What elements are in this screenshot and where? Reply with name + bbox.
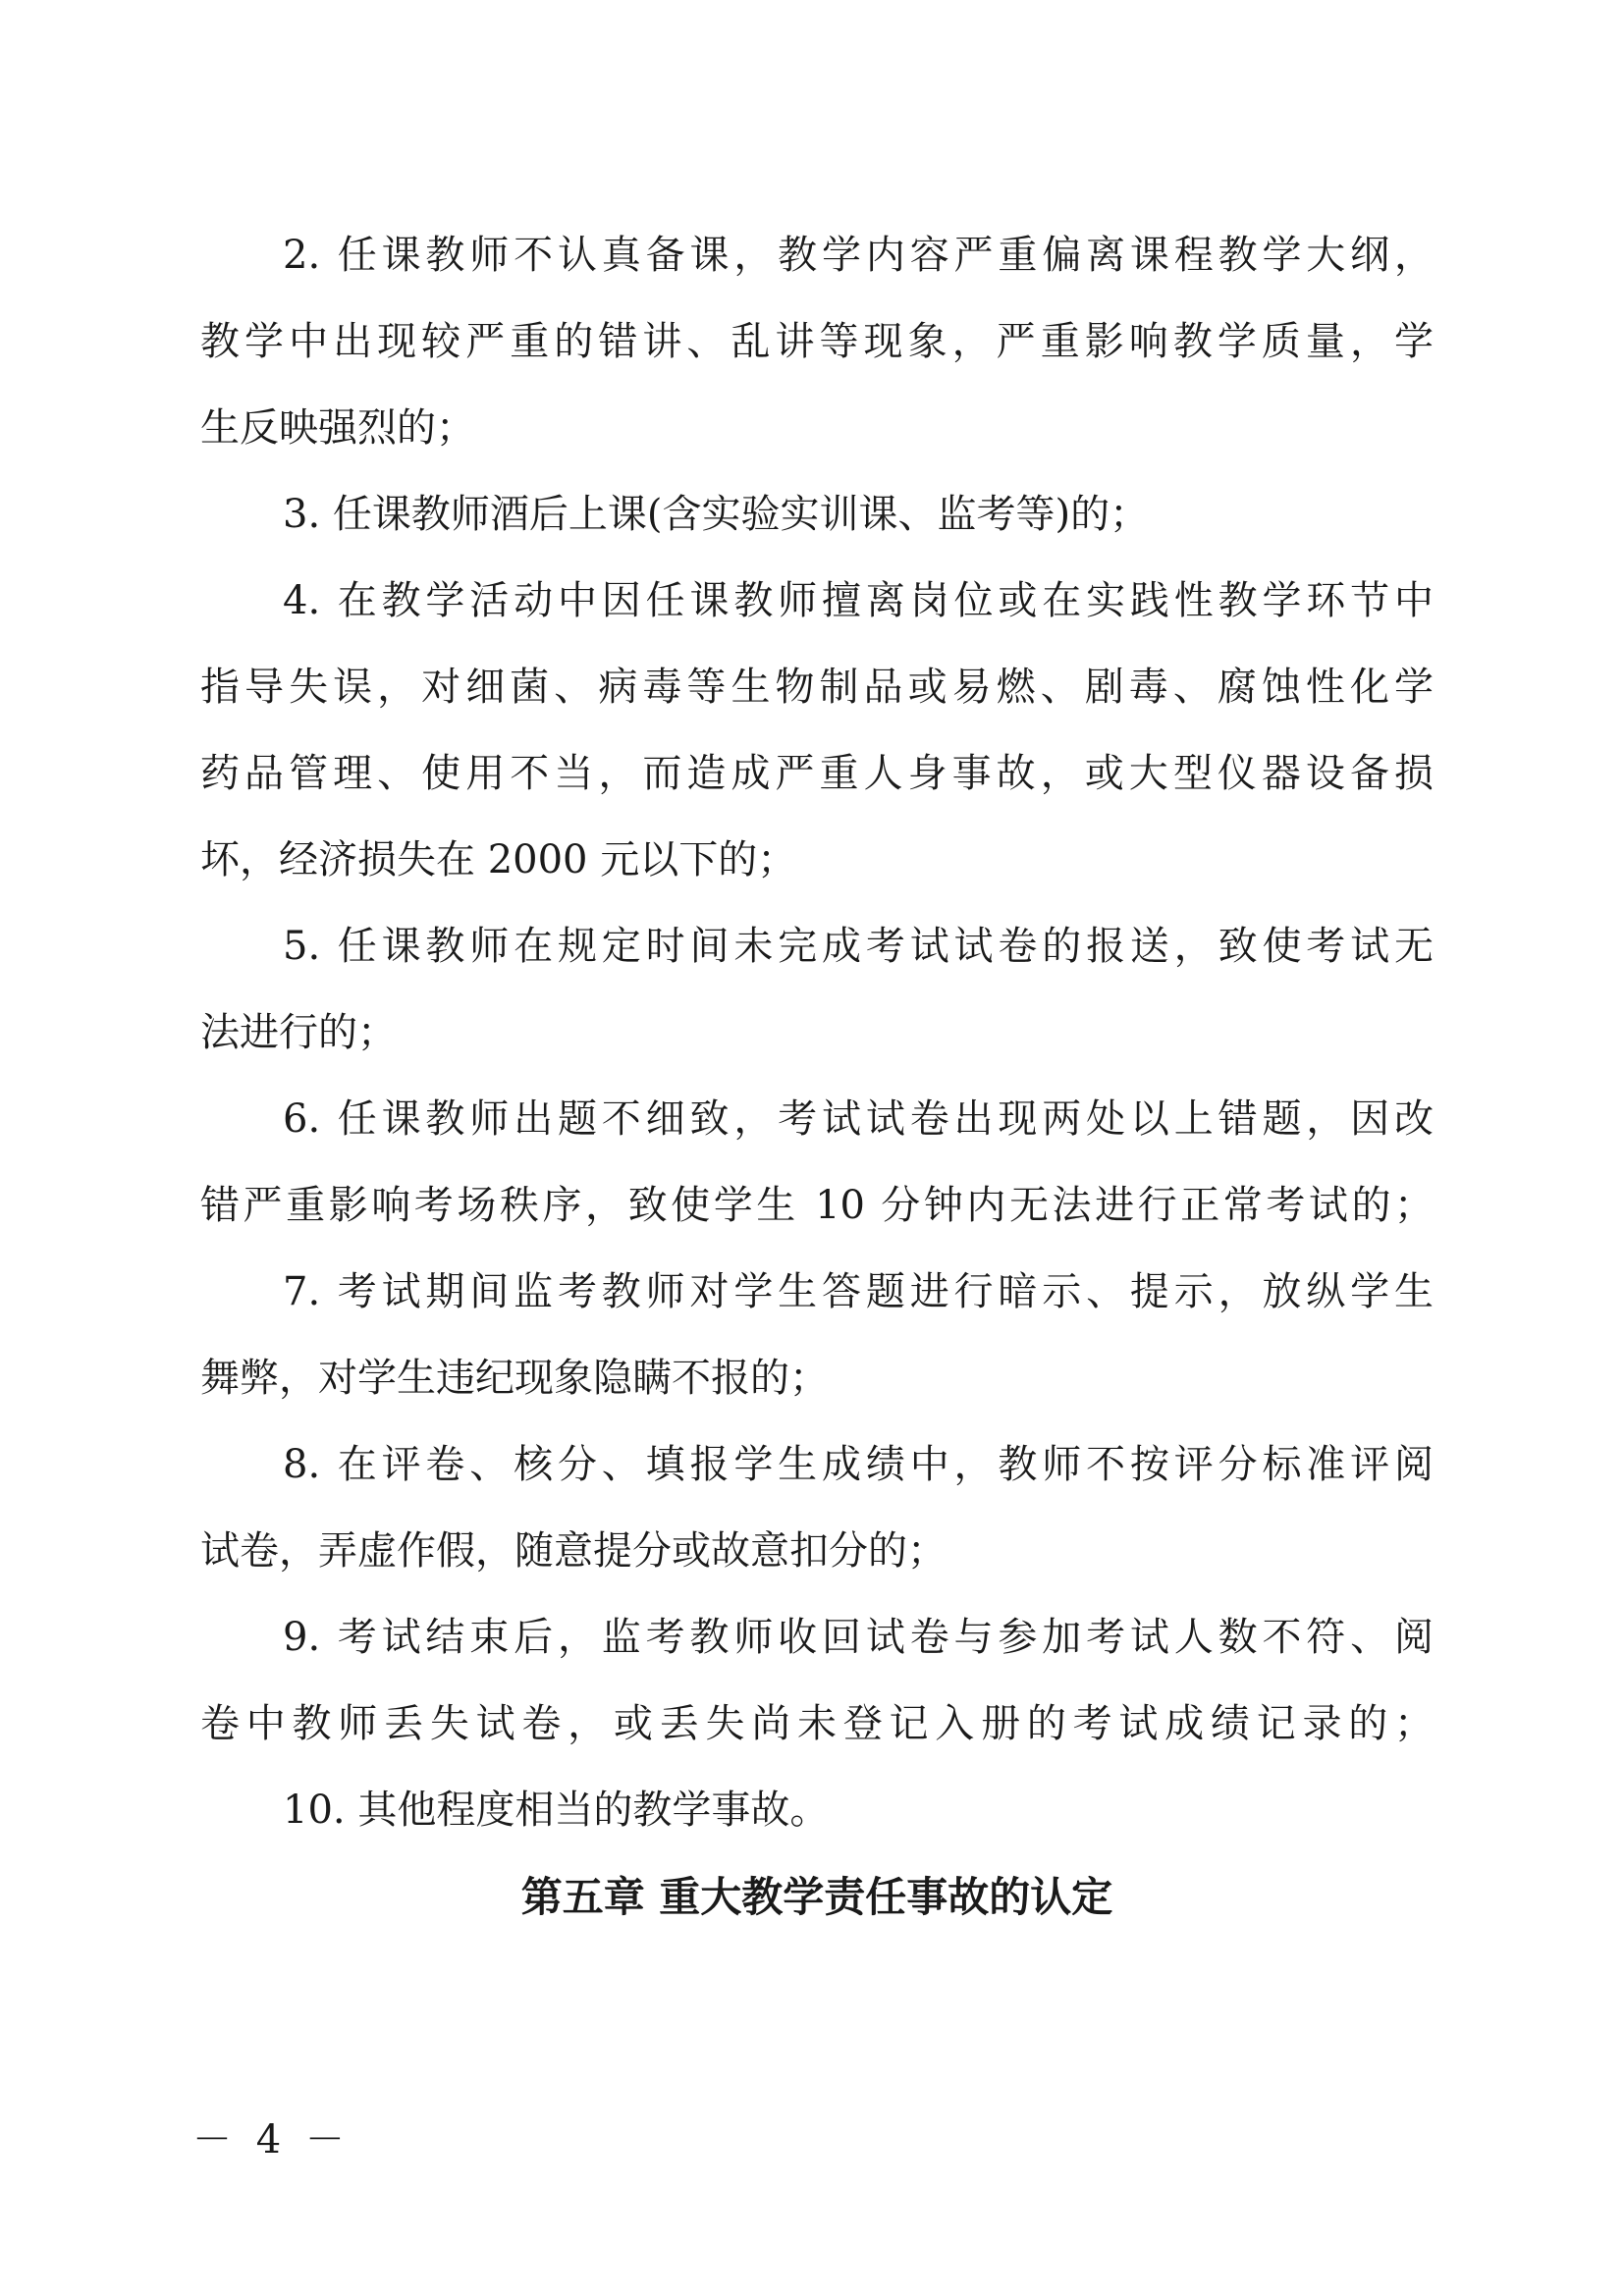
text-line: 舞弊，对学生违纪现象隐瞒不报的；	[200, 1356, 829, 1401]
document-body	[200, 212, 1434, 1942]
text-line: 试卷，弄虚作假，随意提分或故意扣分的；	[200, 1528, 947, 1574]
text-line: 生反映强烈的；	[200, 405, 475, 451]
page-number: － 4 －	[192, 2117, 351, 2163]
text-line: 错严重影响考场秩序，致使学生 10 分钟内无法进行正常考试的；	[200, 1183, 1434, 1228]
text-line: 6. 任课教师出题不细致，考试试卷出现两处以上错题，因改	[283, 1096, 1434, 1142]
text-line: 教学中出现较严重的错讲、乱讲等现象，严重影响教学质量，学	[200, 319, 1434, 364]
text-line: 4. 在教学活动中因任课教师擅离岗位或在实践性教学环节中	[283, 578, 1434, 623]
text-line: 8. 在评卷、核分、填报学生成绩中，教师不按评分标准评阅	[283, 1442, 1434, 1487]
text-line: 法进行的；	[200, 1010, 397, 1055]
text-line: 药品管理、使用不当，而造成严重人身事故，或大型仪器设备损	[200, 751, 1434, 796]
text-line: 9. 考试结束后，监考教师收回试卷与参加考试人数不符、阅	[283, 1615, 1434, 1660]
chapter-heading: 第五章 重大教学责任事故的认定	[520, 1873, 1113, 1921]
text-line: 卷中教师丢失试卷，或丢失尚未登记入册的考试成绩记录的；	[200, 1701, 1434, 1746]
text-line: 7. 考试期间监考教师对学生答题进行暗示、提示，放纵学生	[283, 1269, 1434, 1314]
text-line: 3. 任课教师酒后上课(含实验实训课、监考等)的；	[283, 492, 1150, 537]
text-line: 指导失误，对细菌、病毒等生物制品或易燃、剧毒、腐蚀性化学	[200, 665, 1434, 710]
text-line: 5. 任课教师在规定时间未完成考试试卷的报送，致使考试无	[283, 924, 1434, 969]
text-line: 2. 任课教师不认真备课，教学内容严重偏离课程教学大纲，	[283, 233, 1434, 278]
text-line: 10. 其他程度相当的教学事故。	[283, 1788, 830, 1833]
text-line: 坏，经济损失在 2000 元以下的；	[200, 837, 797, 882]
